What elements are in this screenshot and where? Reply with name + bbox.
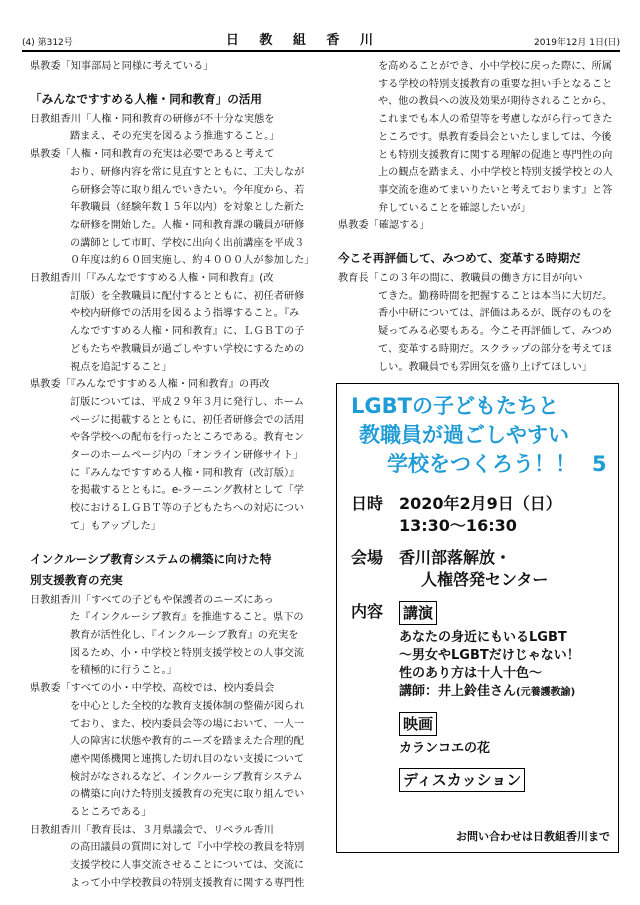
text-line: しい。教職員でも雰囲気を盛り上げてほしい」 — [378, 361, 592, 373]
text-line: を掲載するとともに。e-ラーニング教材として「学 — [70, 485, 304, 497]
text-line: 支援学校に人事交流させることについては、交流に — [70, 860, 305, 872]
issue-date: 2019年12月 1日(日) — [534, 38, 620, 48]
text-line: の講師として市町、学校に出向く出前講座を平成３ — [70, 237, 305, 249]
event-date-row — [351, 493, 618, 515]
text-line: の高田議員の質問に対して『小中学校の教員を特別 — [70, 842, 305, 854]
text-line: とも特別支援教育に関する理解の促進と専門性の向 — [378, 149, 613, 161]
lecture-title-1: あなたの身近にもいるLGBT — [399, 630, 567, 645]
section-heading-inclusive: インクルーシブ教育システムの構築に向けた特 — [30, 551, 272, 566]
text-line: や校内研修での活用を図るよう指導すること。『み — [70, 308, 300, 320]
text-line: 県教委「人権・同和教育の充実は必要であると考えて — [30, 149, 275, 161]
event-title-line-3 — [337, 450, 618, 479]
text-line: を積極的に行うこと。」 — [70, 665, 177, 677]
text-line: て」もアップした」 — [70, 520, 161, 532]
text-line: 弁していることを確認したいが」 — [378, 202, 531, 214]
text-line: 年教職員（経験年数１５年以内）を対象とした新た — [70, 202, 305, 214]
text-line: 日教組香川「教育長は、３月県議会で、リベラル香川 — [30, 824, 274, 836]
section-heading-reevaluate: 今こそ再評価して、みつめて、変革する時期だ — [338, 251, 581, 266]
text-line: ところです。県教育委員会といたしましては、今後 — [378, 131, 612, 143]
text-line: 県教委「すべての小・中学校、高校では、校内委員会 — [30, 683, 275, 695]
text-line: を中心とした全校的な教育支援体制の整備が図られ — [70, 700, 305, 712]
text-line: 疑ってみる必要もある。今こそ再評価して、みつめ — [378, 326, 612, 338]
date-value: 2020年2月9日（日） — [399, 494, 562, 513]
text-line: んなですすめる人権・同和教育』に、ＬＧＢＴの子 — [70, 326, 305, 338]
text-line: 訂版）を全教職員に配付するとともに、初任者研修 — [70, 290, 305, 302]
movie-tag: 映画 — [399, 712, 437, 736]
lecturer-name: 講師：井上鈴佳さん — [399, 684, 517, 699]
newspaper-title: 日 教 組 香 川 — [225, 33, 381, 48]
text-line: ０年度は約６０回実施し、約４０００人が参加した」 — [70, 255, 315, 267]
text-line: よって小中学校教員の特別支援教育に関する専門性 — [70, 877, 305, 889]
lecture-title-3: 性のあり方は十人十色～ — [399, 666, 543, 681]
text-line: これまでも本人の希望等を考慮しながら行ってきた — [378, 114, 613, 126]
event-title-line-2: 教職員が過ごしやすい — [359, 423, 569, 447]
text-line: 踏まえ、その充実を図るよう推進すること。」 — [70, 131, 280, 143]
text-line: 慮や関係機関と連携した切れ目のない支援について — [70, 753, 305, 765]
event-date-section — [337, 493, 618, 537]
text-line: 県教委「『みんなですすめる人権・同和教育』の再改 — [30, 379, 270, 391]
event-number: 5 — [592, 452, 607, 476]
section-heading-human-rights: 「みんなですすめる人権・同和教育」の活用 — [30, 91, 262, 106]
event-venue-row — [351, 547, 618, 569]
text-line: て、変革する時期だ。スクラップの部分を考えてほ — [378, 343, 612, 355]
venue-line-1: 香川部落解放・ — [399, 548, 512, 567]
text-line: な研修を開始した。人権・同和教育課の職員が研修 — [70, 219, 305, 231]
lecturer-note: (元養護教諭) — [516, 687, 576, 698]
text-line: ており、また、校内委員会等の場において、一人一 — [70, 718, 305, 730]
text-line: 事交流を進めてまいりたいと考えております』と答 — [378, 184, 613, 196]
text-line: を高めることができ、小中学校に戻った際に、所属 — [378, 61, 612, 72]
text-line: おり、研修内容を常に見直すとともに、工夫しなが — [70, 166, 305, 178]
lecture-title-2: ～男女やLGBTだけじゃない！ — [399, 648, 580, 663]
text-line: 上の観点を踏まえ、小中学校と特別支援学校との人 — [378, 167, 613, 179]
text-line: た『インクルーシブ教育』を推進すること。県下の — [70, 612, 304, 624]
text-line: てきた。勤務時間を把握することは本当に大切だ。 — [378, 290, 613, 302]
text-line: ページに掲載するとともに、初任者研修会での活用 — [70, 414, 305, 426]
text-line: ターのホームページ内の「オンライン研修サイト」 — [70, 450, 304, 462]
text-line: どもたちや教職員が過ごしやすい学校にするための — [70, 343, 305, 355]
lecture-tag: 講演 — [399, 601, 437, 625]
event-venue-row-2 — [351, 569, 618, 591]
text-line: るところである」 — [70, 807, 152, 819]
newspaper-header — [22, 28, 620, 52]
text-line: 日教組香川「人権・同和教育の研修が不十分な実態を — [30, 113, 275, 125]
text-line: や各学校への配布を行ったところである。教育セン — [70, 432, 305, 444]
lecturer — [399, 683, 618, 702]
text-line: 検討がなされるなど、インクルーシブ教育システム — [70, 771, 303, 783]
left-column — [30, 58, 322, 893]
text-line: 日教組香川「『みんなですすめる人権・同和教育』(改 — [30, 273, 274, 285]
text-line: や、他の教員への波及効果が期待されることから、 — [378, 96, 613, 108]
text-line: 県教委「確認する」 — [338, 220, 430, 232]
text-line: 訂版については、平成２９年３月に発行し、ホーム — [70, 396, 305, 408]
event-content-row — [351, 601, 618, 625]
text-line: に『みんなですすめる人権・同和教育（改訂版）』 — [70, 467, 300, 479]
text-line: の構築に向けた特別支援教育の充実に取り組んでい — [70, 789, 305, 801]
content-label: 内容 — [351, 602, 384, 621]
event-announcement-box — [336, 383, 619, 853]
venue-label: 会場 — [351, 548, 384, 567]
event-title-line-1: LGBTの子どもたちと — [351, 394, 559, 418]
text-line: 日教組香川「すべての子どもや保護者のニーズにあっ — [30, 594, 274, 606]
text-line: 教育が活性化し、『インクルーシブ教育』の充実を — [70, 629, 299, 641]
issue-number: (4) 第312号 — [22, 38, 73, 48]
text-line: する学校の特別支援教育の重要な担い手となること — [378, 78, 613, 90]
movie-title: カランコエの花 — [399, 741, 491, 756]
right-column — [338, 58, 626, 376]
section-heading-inclusive-cont: 別支援教育の充実 — [30, 572, 123, 587]
text-line: 視点を追記すること」 — [70, 361, 172, 373]
event-title-line-3-text: 学校をつくろう！！ — [387, 452, 576, 476]
text-line: 図るため、小・中学校と特別支援学校との人事交流 — [70, 647, 304, 659]
venue-line-2: 人権啓発センター — [421, 570, 549, 589]
event-title — [337, 384, 618, 479]
time-value: 13:30～16:30 — [399, 516, 517, 535]
text-line: 教育長「この３年の間に、教職員の働き方に目が向い — [338, 273, 583, 285]
event-time-row — [351, 515, 618, 537]
event-content-section — [337, 601, 618, 792]
text-line: 県教委「知事部局と同様に考えている」 — [30, 61, 214, 72]
contact-info: お問い合わせは日教組香川まで — [456, 830, 610, 843]
text-line: ら研修会等に取り組んでいきたい。今年度から、若 — [70, 184, 305, 196]
discussion-tag: ディスカッション — [399, 768, 525, 792]
event-venue-section — [337, 547, 618, 591]
date-label: 日時 — [351, 494, 384, 513]
text-line: 校におけるＬＧＢＴ等の子どもたちへの対応につい — [70, 503, 305, 515]
text-line: 人の障害に状態や教育的ニーズを踏まえた合理的配 — [70, 736, 304, 748]
text-line: 香小中研については、評価はあるが、既存のものを — [378, 308, 613, 320]
